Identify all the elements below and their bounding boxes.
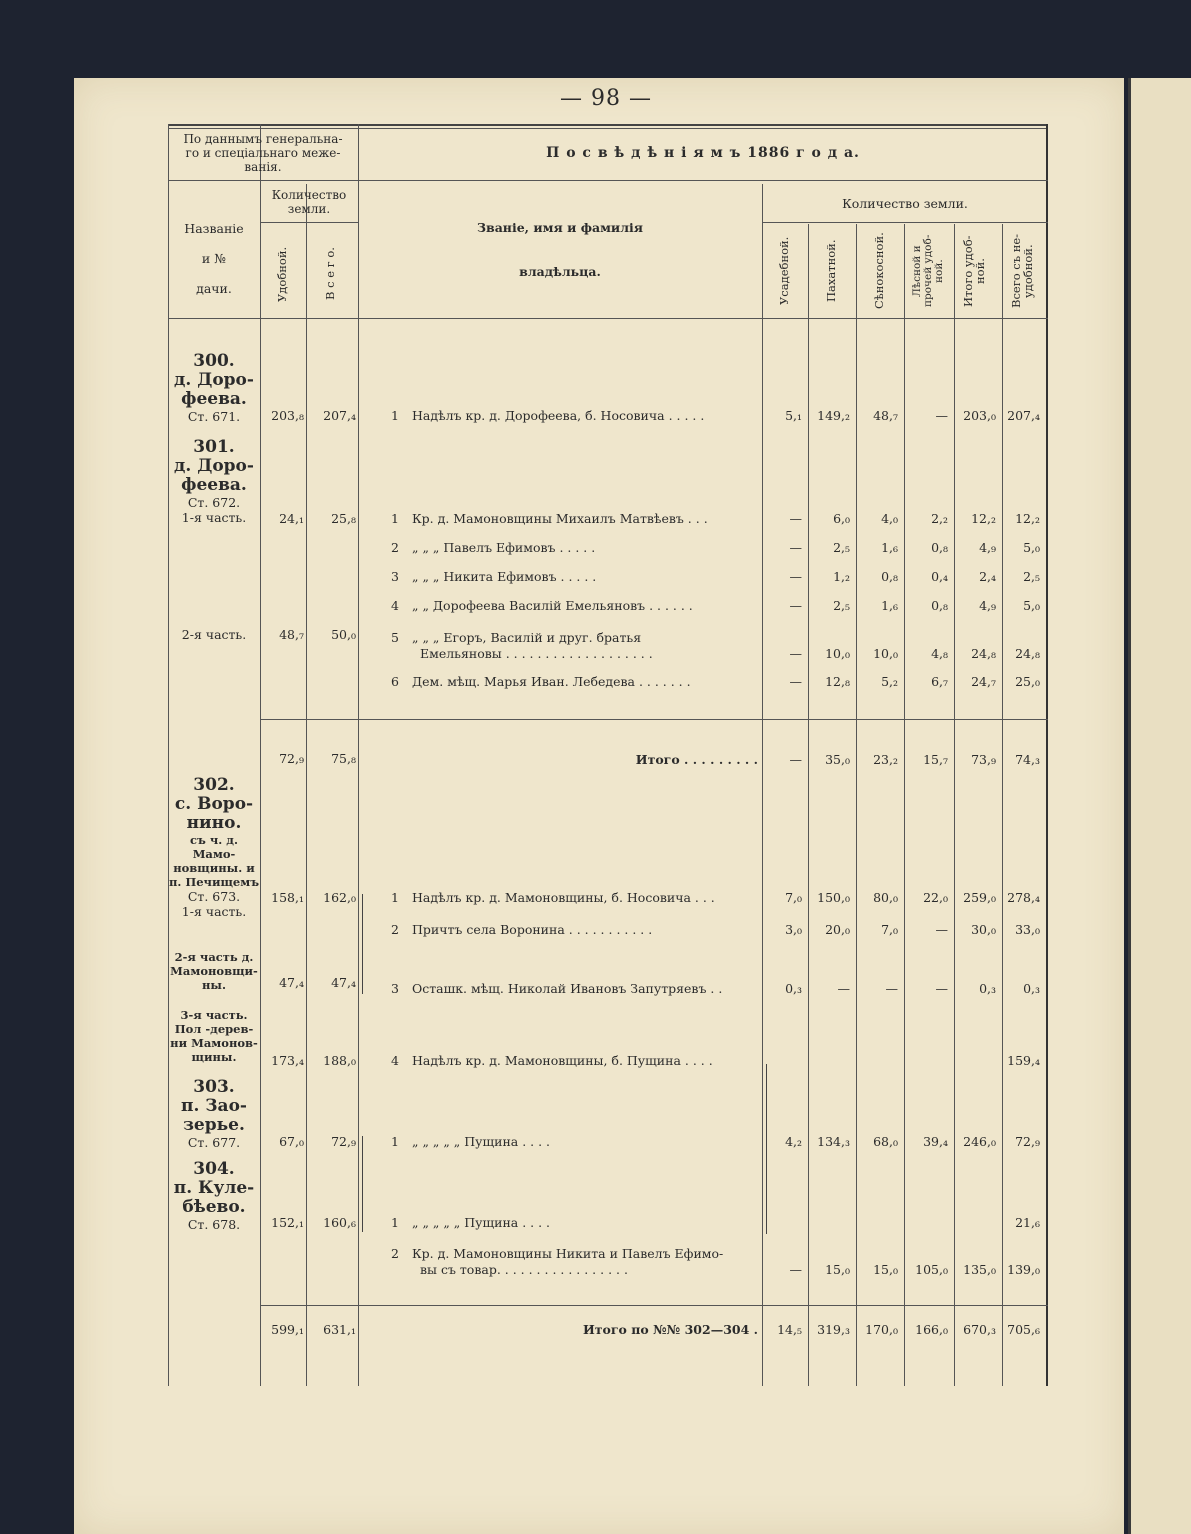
value-a: 705,₆ [1007, 1322, 1040, 1337]
udobnoy-value: 47,₄ [279, 975, 304, 990]
table-top-border [168, 124, 1048, 126]
left-header-line: ванія. [244, 160, 282, 174]
brace [362, 1136, 363, 1232]
dacha-name: п. Зао- [181, 1096, 247, 1116]
vsego-value: 25,₈ [331, 511, 356, 526]
value-s: 80,₀ [873, 890, 898, 905]
value-i: 24,₇ [971, 674, 996, 689]
col-border [904, 224, 905, 1386]
row-number: 3 [391, 569, 399, 584]
value-p: 20,₀ [825, 922, 850, 937]
col-border [808, 224, 809, 1386]
total-label: Итого . . . . . . . . . [635, 752, 758, 767]
header-rule [762, 222, 1048, 223]
value-p: 150,₀ [817, 890, 850, 905]
value-a: 5,₀ [1023, 598, 1040, 613]
value-s: 68,₀ [873, 1134, 898, 1149]
col-header-lesnoy: Лѣсной и прочей удоб-ной. [911, 234, 945, 308]
header-rule [260, 222, 358, 223]
dacha-part-line: ни Мамонов- [170, 1036, 258, 1050]
value-s: 23,₂ [873, 752, 898, 767]
left-header-line: По даннымъ генеральна- [183, 132, 343, 146]
header-bottom-rule [168, 318, 1048, 319]
dacha-name: феева. [181, 475, 247, 495]
owner-name-cont: вы съ товар. . . . . . . . . . . . . . . . . [420, 1262, 628, 1277]
left-header-line: го и спеціальнаго меже- [185, 146, 341, 160]
total-rule [260, 1305, 1048, 1306]
col-border [306, 184, 307, 1386]
dacha-name: с. Воро- [174, 794, 254, 814]
value-i: 203,₀ [963, 408, 996, 423]
value-u: — [789, 569, 802, 584]
dacha-st: Ст. 672. [187, 495, 241, 510]
dacha-301-part2: 2-я часть. [181, 627, 247, 642]
value-s: — [885, 981, 898, 996]
value-u: 14,₅ [777, 1322, 802, 1337]
row-number: 2 [391, 540, 399, 555]
nazvanie-line: дачи. [196, 281, 232, 296]
value-i: 12,₂ [971, 511, 996, 526]
col-header-senokosnoy: Сѣнокосной. [872, 232, 886, 310]
total-label: Итого по №№ 302—304 . [583, 1322, 758, 1337]
value-p: 134,₃ [817, 1134, 850, 1149]
col-border [856, 224, 857, 1386]
dacha-302-part3 [168, 1008, 260, 1064]
dacha-304 [168, 1160, 260, 1232]
vsego-value: 47,₄ [331, 975, 356, 990]
value-l: 15,₇ [923, 752, 948, 767]
nazvanie-line: и № [201, 251, 227, 266]
vsego-value: 162,₀ [323, 890, 356, 905]
vsego-value: 50,₀ [331, 627, 356, 642]
row-number: 1 [391, 1134, 399, 1149]
row-number: 2 [391, 922, 399, 937]
owner-name: Причтъ села Воронина . . . . . . . . . . . [412, 922, 653, 937]
value-p: 2,₅ [833, 540, 850, 555]
dacha-part: 1-я часть. [181, 510, 247, 525]
row-number: 3 [391, 981, 399, 996]
col-border [358, 124, 359, 1386]
dacha-st: Ст. 678. [187, 1217, 241, 1232]
value-i: 670,₃ [963, 1322, 996, 1337]
dacha-part-line: ны. [202, 978, 226, 992]
row-number: 6 [391, 674, 399, 689]
value-s: 0,₈ [881, 569, 898, 584]
value-l: 4,₈ [931, 646, 948, 661]
col-border [1046, 124, 1048, 1386]
header-rule [358, 180, 1048, 181]
value-u: 7,₀ [785, 890, 802, 905]
value-s: 5,₂ [881, 674, 898, 689]
row-number: 4 [391, 1053, 399, 1068]
udobnoy-value: 203,₈ [271, 408, 304, 423]
kol-zemli-left-header [260, 188, 358, 216]
vsego-value: 72,₉ [331, 1134, 356, 1149]
value-i: 259,₀ [963, 890, 996, 905]
value-a: 33,₀ [1015, 922, 1040, 937]
row-number: 5 [391, 630, 399, 645]
col-border [762, 184, 763, 1386]
col-header-usadebnoy: Усадебной. [777, 236, 791, 306]
kol-zemli-right-header: Количество земли. [842, 196, 968, 211]
value-l: 6,₇ [931, 674, 948, 689]
brace [362, 894, 363, 994]
value-s: 4,₀ [881, 511, 898, 526]
udobnoy-value: 48,₇ [279, 627, 304, 642]
value-p: 12,₈ [825, 674, 850, 689]
dacha-st: Ст. 673. [187, 889, 241, 904]
owner-name: Кр. д. Мамоновщины Михаилъ Матвѣевъ . . . [412, 511, 708, 526]
value-p: 1,₂ [833, 569, 850, 584]
value-l: 105,₀ [915, 1262, 948, 1277]
value-a: 159,₄ [1007, 1053, 1040, 1068]
dacha-300 [168, 352, 260, 424]
value-a: 72,₉ [1015, 1134, 1040, 1149]
value-l: — [935, 981, 948, 996]
value-p: — [837, 981, 850, 996]
dacha-number: 300. [193, 351, 235, 371]
col-border [1002, 224, 1003, 1386]
value-i: 73,₉ [971, 752, 996, 767]
value-p: 319,₃ [817, 1322, 850, 1337]
value-s: 7,₀ [881, 922, 898, 937]
value-s: 1,₆ [881, 598, 898, 613]
udobnoy-value: 24,₁ [279, 511, 304, 526]
dacha-302-part2 [168, 950, 260, 992]
value-p: 149,₂ [817, 408, 850, 423]
dacha-part-line: Пол -дерев- [174, 1022, 254, 1036]
dacha-number: 303. [193, 1077, 235, 1097]
dacha-number: 301. [193, 437, 235, 457]
nazvanie-line: Названіе [184, 221, 244, 236]
vsego-value: 188,₀ [323, 1053, 356, 1068]
value-u: — [789, 752, 802, 767]
vladeltsa-header: владѣльца. [519, 264, 601, 279]
dacha-sub: п. Печищемъ [168, 875, 260, 889]
value-i: 24,₈ [971, 646, 996, 661]
value-i: 246,₀ [963, 1134, 996, 1149]
col-border [954, 224, 955, 1386]
land-table [168, 124, 1048, 1386]
value-a: 25,₀ [1015, 674, 1040, 689]
udobnoy-value: 173,₄ [271, 1053, 304, 1068]
header-rule [168, 180, 358, 181]
udobnoy-value: 72,₉ [279, 751, 304, 766]
value-i: 4,₉ [979, 540, 996, 555]
owner-name: Надѣлъ кр. д. Дорофеева, б. Носовича . . . . . [412, 408, 705, 423]
value-l: 0,₈ [931, 598, 948, 613]
vsego-value: 631,₁ [323, 1322, 356, 1337]
owner-name: „ „ Дорофеева Василій Емельяновъ . . . . . . [412, 598, 693, 613]
kol-zemli-line: земли. [287, 202, 331, 216]
dacha-301 [168, 438, 260, 525]
row-number: 1 [391, 890, 399, 905]
value-s: 48,₇ [873, 408, 898, 423]
value-l: 166,₀ [915, 1322, 948, 1337]
udobnoy-value: 67,₀ [279, 1134, 304, 1149]
value-u: — [789, 1262, 802, 1277]
dacha-sub: новщины. и [173, 861, 255, 875]
dacha-part: 1-я часть. [181, 904, 247, 919]
row-number: 1 [391, 511, 399, 526]
value-a: 12,₂ [1015, 511, 1040, 526]
udobnoy-value: 599,₁ [271, 1322, 304, 1337]
owner-name-cont: Емельяновы . . . . . . . . . . . . . . . . . . . [420, 646, 653, 661]
brace [766, 1064, 767, 1234]
value-u: — [789, 511, 802, 526]
owner-name: „ „ „ „ „ Пущина . . . . [412, 1215, 551, 1230]
value-l: 39,₄ [923, 1134, 948, 1149]
dacha-name: бѣево. [182, 1197, 246, 1217]
value-u: 0,₃ [785, 981, 802, 996]
value-a: 24,₈ [1015, 646, 1040, 661]
right-header: П о с в ѣ д ѣ н і я м ъ 1886 г о д а. [546, 145, 860, 161]
value-a: 139,₀ [1007, 1262, 1040, 1277]
value-a: 74,₃ [1015, 752, 1040, 767]
dacha-part-line: 3-я часть. [180, 1008, 248, 1022]
table-top-border-inner [168, 128, 1048, 129]
value-i: 4,₉ [979, 598, 996, 613]
vsego-value: 207,₄ [323, 408, 356, 423]
dacha-name: д. Доро- [174, 456, 254, 476]
owner-name: Надѣлъ кр. д. Мамоновщины, б. Пущина . . . . [412, 1053, 713, 1068]
udobnoy-value: 158,₁ [271, 890, 304, 905]
value-s: 10,₀ [873, 646, 898, 661]
owner-name: „ „ „ „ „ Пущина . . . . [412, 1134, 551, 1149]
value-a: 5,₀ [1023, 540, 1040, 555]
row-number: 1 [391, 1215, 399, 1230]
value-l: 0,₄ [931, 569, 948, 584]
value-u: — [789, 674, 802, 689]
left-header [168, 132, 358, 174]
value-i: 0,₃ [979, 981, 996, 996]
dacha-sub: съ ч. д. Мамо- [190, 833, 238, 861]
dacha-name: нино. [186, 813, 242, 833]
vsego-header: В с е г о. [323, 247, 337, 301]
row-number: 2 [391, 1246, 399, 1261]
vsego-value: 75,₈ [331, 751, 356, 766]
value-u: 4,₂ [785, 1134, 802, 1149]
nazvanie-header [168, 214, 260, 304]
dacha-st: Ст. 671. [187, 409, 241, 424]
udobnoy-value: 152,₁ [271, 1215, 304, 1230]
dacha-name: зерье. [183, 1115, 245, 1135]
page-number: — 98 — [560, 86, 652, 111]
owner-name: „ „ „ Никита Ефимовъ . . . . . [412, 569, 597, 584]
dacha-part-line: щины. [191, 1050, 237, 1064]
dacha-part-line: Мамоновщи- [170, 964, 258, 978]
value-p: 2,₅ [833, 598, 850, 613]
dacha-name: д. Доро- [174, 370, 254, 390]
row-number: 4 [391, 598, 399, 613]
value-p: 10,₀ [825, 646, 850, 661]
value-p: 35,₀ [825, 752, 850, 767]
dacha-number: 302. [193, 775, 235, 795]
value-i: 2,₄ [979, 569, 996, 584]
value-u: — [789, 598, 802, 613]
subtotal-rule [260, 719, 1048, 720]
value-i: 30,₀ [971, 922, 996, 937]
dacha-302 [168, 776, 260, 919]
row-number: 1 [391, 408, 399, 423]
value-u: — [789, 646, 802, 661]
value-u: 3,₀ [785, 922, 802, 937]
col-header-vsego-neudobnoy: Всего съ не-удобной. [1009, 233, 1035, 309]
col-header-itogo: Итого удоб-ной. [961, 235, 987, 307]
zvanie-header: Званіе, имя и фамилія [477, 220, 643, 235]
value-a: 278,₄ [1007, 890, 1040, 905]
value-s: 15,₀ [873, 1262, 898, 1277]
value-l: 2,₂ [931, 511, 948, 526]
value-p: 6,₀ [833, 511, 850, 526]
owner-name: Кр. д. Мамоновщины Никита и Павелъ Ефимо- [412, 1246, 724, 1261]
owner-name: Надѣлъ кр. д. Мамоновщины, б. Носовича . . . [412, 890, 715, 905]
value-a: 2,₅ [1023, 569, 1040, 584]
value-l: 0,₈ [931, 540, 948, 555]
next-page-edge [1128, 78, 1191, 1534]
dacha-st: Ст. 677. [187, 1135, 241, 1150]
value-l: — [935, 922, 948, 937]
value-l: 22,₀ [923, 890, 948, 905]
owner-name: Дем. мѣщ. Марья Иван. Лебедева . . . . . . . [412, 674, 691, 689]
udobnoy-header: Удобной. [275, 246, 289, 302]
value-s: 170,₀ [865, 1322, 898, 1337]
dacha-name: феева. [181, 389, 247, 409]
owner-name: „ „ „ Павелъ Ефимовъ . . . . . [412, 540, 596, 555]
dacha-303 [168, 1078, 260, 1150]
kol-zemli-line: Количество [271, 188, 347, 202]
value-a: 21,₆ [1015, 1215, 1040, 1230]
owner-name: Осташк. мѣщ. Николай Ивановъ Запутряевъ . . [412, 981, 723, 996]
vsego-value: 160,₆ [323, 1215, 356, 1230]
dacha-part-line: 2-я часть д. [174, 950, 254, 964]
value-a: 0,₃ [1023, 981, 1040, 996]
value-l: — [935, 408, 948, 423]
value-a: 207,₄ [1007, 408, 1040, 423]
value-s: 1,₆ [881, 540, 898, 555]
owner-name: „ „ „ Егоръ, Василій и друг. братья [412, 630, 642, 645]
dacha-name: п. Куле- [173, 1178, 255, 1198]
value-i: 135,₀ [963, 1262, 996, 1277]
col-header-pahatnoy: Пахатной. [824, 239, 838, 303]
dacha-number: 304. [193, 1159, 235, 1179]
value-u: 5,₁ [785, 408, 802, 423]
value-u: — [789, 540, 802, 555]
value-p: 15,₀ [825, 1262, 850, 1277]
